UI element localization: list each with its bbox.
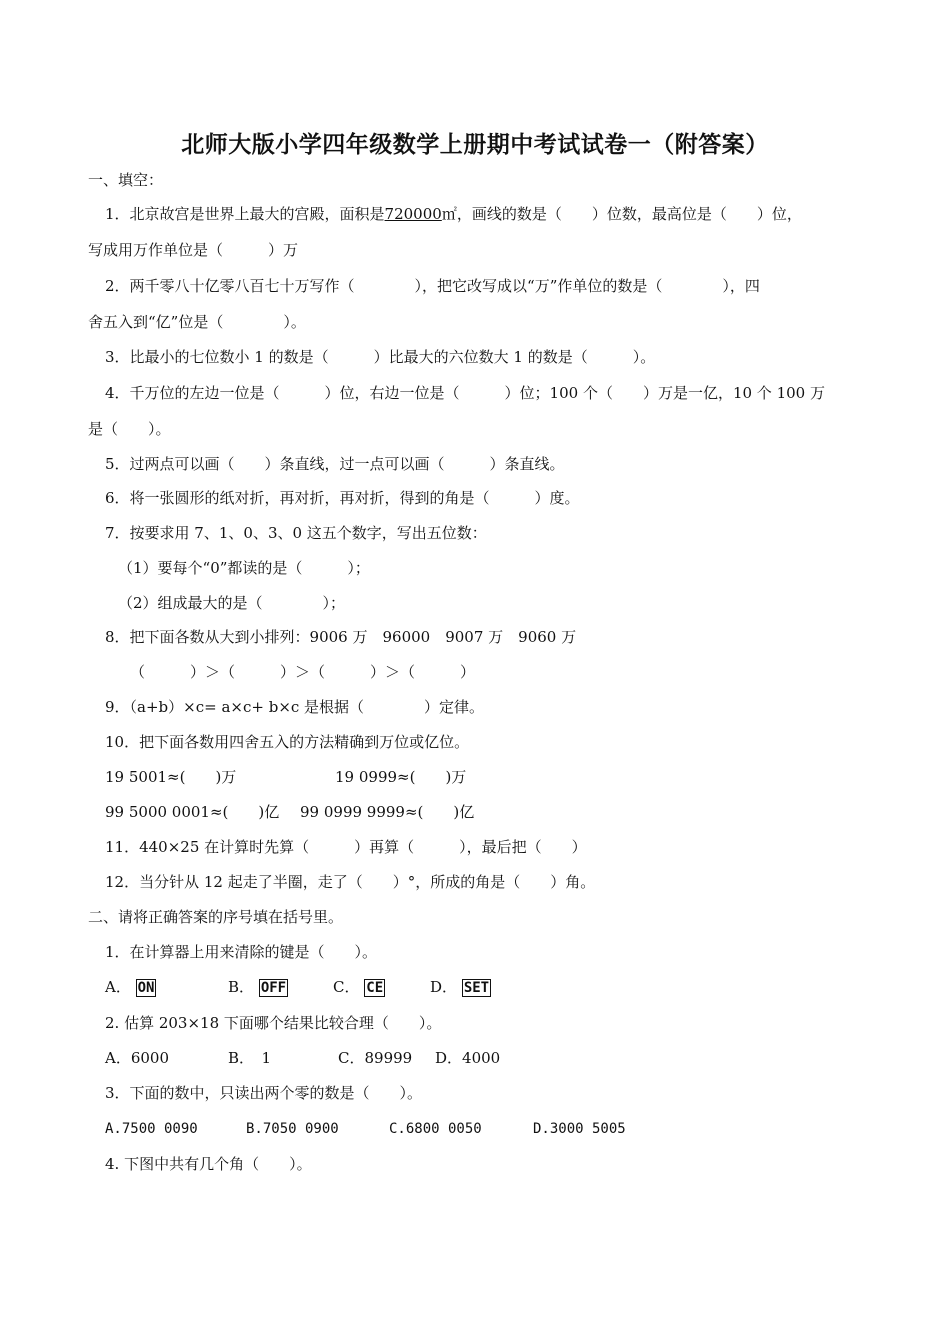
s2-q2-stem: 2. 估算 203×18 下面哪个结果比较合理（ ）。: [105, 1014, 442, 1032]
q12: 12．当分针从 12 起走了半圈，走了（ ）°，所成的角是（ ）角。: [105, 873, 596, 891]
s2-q2-option-a: A．6000: [105, 1049, 170, 1067]
q10-c: 99 5000 0001≈( )亿: [105, 803, 280, 821]
section1-heading: 一、填空：: [88, 171, 164, 189]
q7-sub2: （2）组成最大的是（ ）；: [118, 594, 346, 612]
q8-blanks: （ ）＞（ ）＞（ ）＞（ ）: [130, 663, 476, 681]
q9: 9．（a+b）×c= a×c+ b×c 是根据（ ）定律。: [105, 698, 485, 716]
q2-line2: 舍五入到“亿”位是（ ）。: [88, 313, 306, 331]
q7-sub1: （1）要每个“0”都读的是（ ）；: [118, 559, 370, 577]
q2-line1: 2．两千零八十亿零八百七十万写作（ ），把它改写成以“万”作单位的数是（ ），四: [105, 277, 760, 295]
calculator-key-on: ON: [137, 980, 155, 996]
s2-q1-option-c: [333, 977, 385, 997]
s2-q1-stem: 1．在计算器上用来清除的键是（ ）。: [105, 943, 378, 961]
q5: 5．过两点可以画（ ）条直线，过一点可以画（ ）条直线。: [105, 455, 565, 473]
q10-d: 99 0999 9999≈( )亿: [300, 803, 475, 821]
s2-q1-option-b: [228, 977, 288, 997]
page-title: 北师大版小学四年级数学上册期中考试试卷一（附答案）: [181, 131, 769, 158]
s2-q4-stem: 4. 下图中共有几个角（ ）。: [105, 1155, 312, 1173]
q4-line2: 是（ ）。: [88, 420, 171, 438]
s2-q3-option-a: A.7500 0090: [105, 1121, 198, 1137]
q10-b: 19 0999≈( )万: [335, 768, 467, 786]
option-letter: D．: [430, 978, 458, 996]
q4-line1: 4．千万位的左边一位是（ ）位，右边一位是（ ）位；100 个（ ）万是一亿，10 个 100 万: [105, 384, 825, 402]
s2-q2-option-c: C．89999: [338, 1049, 413, 1067]
s2-q2-option-d: D．4000: [435, 1049, 501, 1067]
q8-stem: 8．把下面各数从大到小排列：9006 万 96000 9007 万 9060 万: [105, 628, 577, 646]
q3: 3．比最小的七位数小 1 的数是（ ）比最大的六位数大 1 的数是（ ）。: [105, 348, 656, 366]
q10-stem: 10．把下面各数用四舍五入的方法精确到万位或亿位。: [105, 733, 470, 751]
q6: 6．将一张圆形的纸对折，再对折，再对折，得到的角是（ ）度。: [105, 489, 580, 507]
option-letter: B．: [228, 978, 255, 996]
calculator-key-ce: CE: [366, 980, 384, 996]
s2-q2-option-b: B． 1: [228, 1049, 272, 1067]
q1-underlined-number: 720000: [384, 205, 442, 223]
s2-q1-option-d: [430, 977, 491, 997]
s2-q3-stem: 3．下面的数中，只读出两个零的数是（ ）。: [105, 1084, 423, 1102]
q1-text-after: ㎡，画线的数是（ ）位数，最高位是（ ）位，: [441, 205, 802, 223]
q7-stem: 7．按要求用 7、1、0、3、0 这五个数字，写出五位数：: [105, 524, 487, 542]
option-letter: A．: [105, 978, 131, 996]
calculator-key-off: OFF: [260, 980, 287, 996]
s2-q3-option-b: B.7050 0900: [246, 1121, 339, 1137]
s2-q3-option-c: C.6800 0050: [389, 1121, 482, 1137]
q11: 11．440×25 在计算时先算（ ）再算（ ），最后把（ ）: [105, 838, 587, 856]
q10-a: 19 5001≈( )万: [105, 768, 237, 786]
option-letter: C．: [333, 978, 360, 996]
section2-heading: 二、请将正确答案的序号填在括号里。: [88, 908, 344, 926]
q1-line1: [105, 204, 802, 224]
calculator-key-set: SET: [463, 980, 490, 996]
q1-text-before: 1．北京故宫是世界上最大的宫殿，面积是: [105, 205, 385, 223]
q1-line2: 写成用万作单位是（ ）万: [88, 241, 299, 259]
s2-q1-option-a: [105, 977, 156, 997]
s2-q3-option-d: D.3000 5005: [533, 1121, 626, 1137]
